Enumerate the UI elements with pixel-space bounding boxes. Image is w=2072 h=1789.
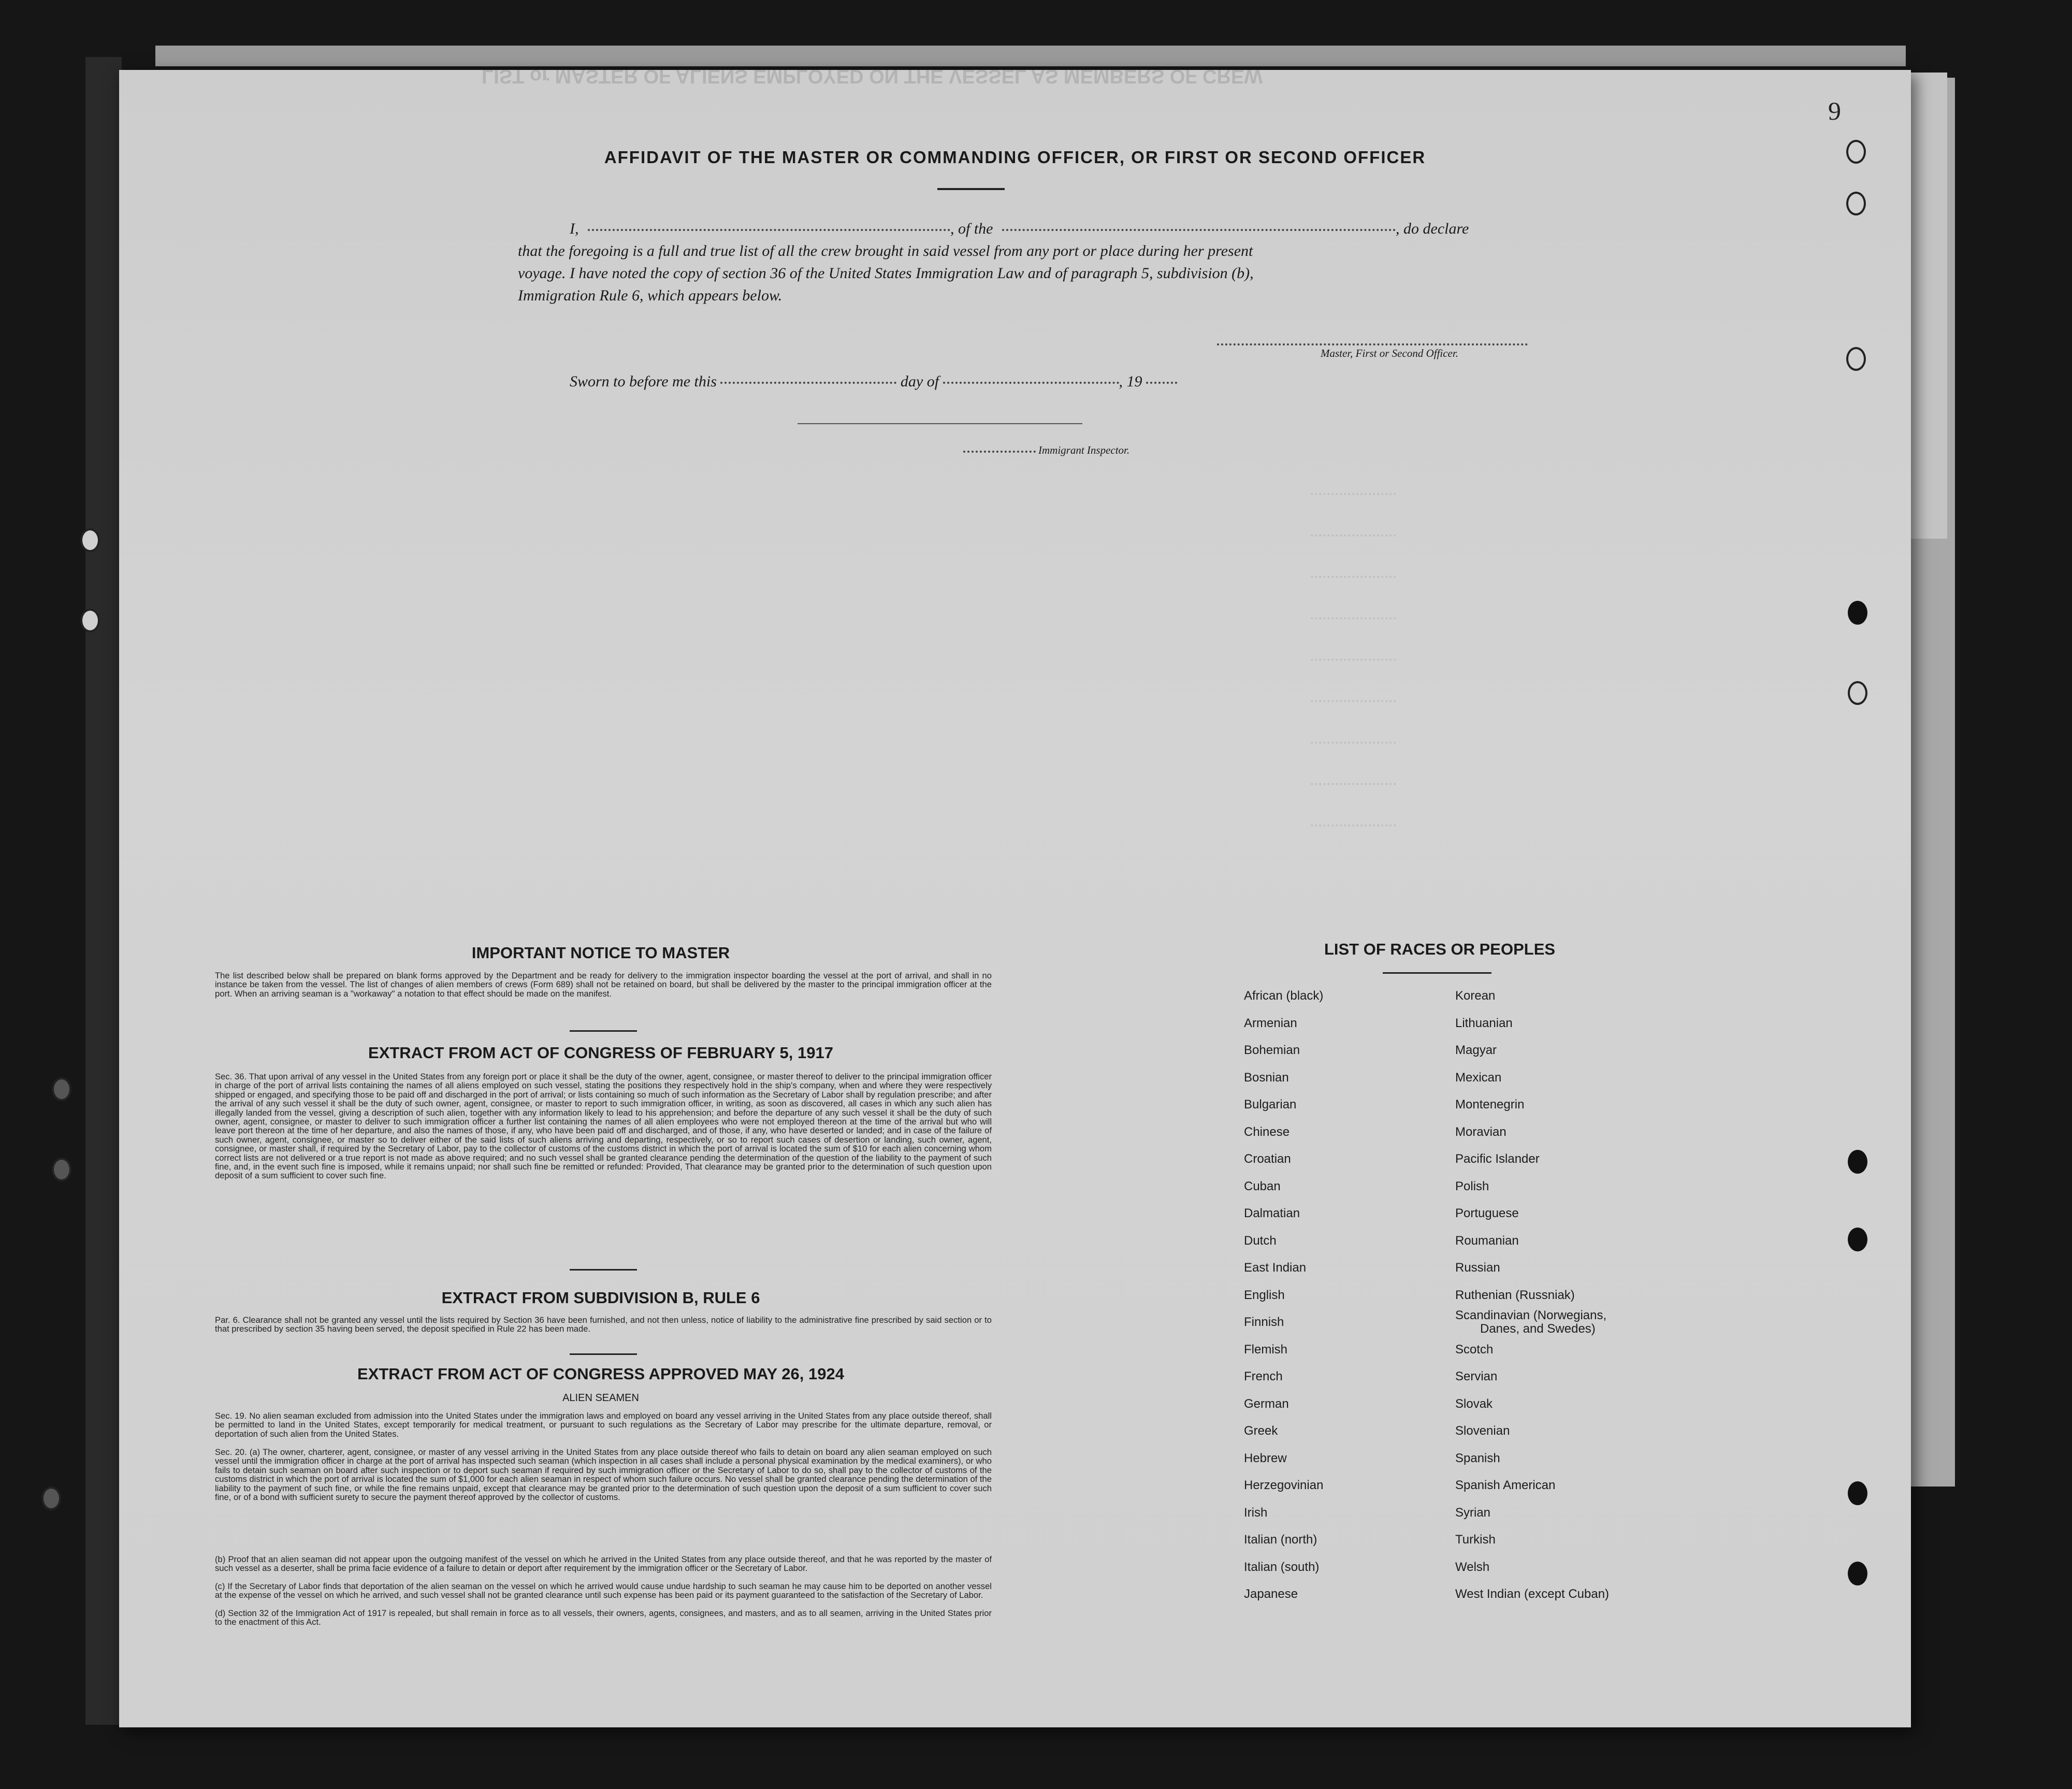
race-item: French [1244, 1369, 1283, 1383]
rule6-rule [570, 1353, 637, 1355]
race-item: Italian (south) [1244, 1560, 1320, 1574]
race-item: English [1244, 1288, 1285, 1302]
race-item: East Indian [1244, 1261, 1307, 1275]
sworn-day-blank[interactable] [720, 382, 896, 384]
race-item: Greek [1244, 1424, 1278, 1438]
bleed-through-table: ····················· ····················· ····················· ····················· ····················· ····················· ····················· ····················· ····················· [1310, 487, 1397, 833]
race-item: Japanese [1244, 1587, 1298, 1601]
race-item: Montenegrin [1455, 1098, 1525, 1112]
race-item: Herzegovinian [1244, 1478, 1324, 1492]
race-item: Irish [1244, 1505, 1268, 1520]
race-item: Dutch [1244, 1233, 1277, 1248]
binder-hole [52, 1158, 71, 1181]
race-item: Magyar [1455, 1043, 1497, 1057]
affidavit-line-3: voyage. I have noted the copy of section 36 of the United States Immigration Law and of paragraph 5, subdivision (b), [518, 265, 1254, 282]
race-item: Russian [1455, 1261, 1500, 1275]
race-item: Scandinavian (Norwegians, Danes, and Swedes) [1455, 1309, 1609, 1336]
sworn-line [570, 373, 1177, 391]
extract1917-title: EXTRACT FROM ACT OF CONGRESS OF FEBRUARY 5, 1917 [368, 1044, 833, 1062]
punch-hole [1848, 1481, 1867, 1505]
extract1924-sec20a: Sec. 20. (a) The owner, charterer, agent, consignee, or master of any vessel arriving in the United States from any place outside thereof who fails to detain on board any alien seaman employed on such vessel until the immigration officer in charge at the port of arrival has inspected such seaman (which inspection in all cases shall include a personal physical examination by the medical examiners), or who fails to detain such seaman on board after such inspection or to deport such seaman if required by such immigration officer or the Secretary of Labor to do so, shall pay to the collector of customs of the customs district in which the port of arrival is located the sum of $1,000 for each alien seaman in respect of whom such failure occurs. No vessel shall be granted clearance pending the determination of the liability to the payment of such fine, or while the fine remains unpaid, except that clearance may be granted prior to the determination of such question upon the deposit of a sum sufficient to cover such fine, or of a bond with sufficient surety to secure the payment thereof approved by the collector of customs. [215, 1447, 992, 1503]
rule6-body: Par. 6. Clearance shall not be granted any vessel until the lists required by Section 36 have been furnished, and not then unless, notice of liability to the administrative fine prescribed by said section or to that prescribed by section 35 having been served, the deposit specified in Rule 22 has been made. [215, 1315, 992, 1334]
race-item: Pacific Islander [1455, 1152, 1540, 1166]
extract1924-subtitle: ALIEN SEAMEN [562, 1392, 639, 1404]
notice-rule [570, 1030, 637, 1032]
affidavit-line-1 [570, 220, 1533, 238]
punch-hole [1848, 1562, 1867, 1585]
punch-hole [1848, 681, 1867, 705]
race-item: Finnish [1244, 1315, 1284, 1329]
affidavit-line-4: Immigration Rule 6, which appears below. [518, 287, 783, 304]
page-stack-edge-left [85, 57, 122, 1725]
race-item: Dalmatian [1244, 1206, 1300, 1220]
race-item: African (black) [1244, 989, 1324, 1003]
race-item: Spanish American [1455, 1478, 1556, 1492]
race-item: Roumanian [1455, 1233, 1519, 1248]
master-signature-caption: Master, First or Second Officer. [1321, 347, 1458, 359]
races-rule [1383, 972, 1491, 974]
race-item: Slovak [1455, 1396, 1493, 1411]
race-item: Ruthenian (Russniak) [1455, 1288, 1575, 1302]
races-right-column [1455, 983, 1609, 1608]
extract1924-title: EXTRACT FROM ACT OF CONGRESS APPROVED MAY 26, 1924 [357, 1365, 844, 1383]
binder-hole [52, 1077, 71, 1101]
extract1924-sec19: Sec. 19. No alien seaman excluded from admission into the United States under the immigration laws and employed on board any vessel arriving in the United States from any place outside thereof, shall be permitted to land in the United States, except temporarily for medical treatment, or pursuant to such regulations as the Secretary of Labor may prescribe for the ultimate departure, removal, or deportation of such alien from the United States. [215, 1411, 992, 1439]
race-item: German [1244, 1396, 1289, 1411]
inspector-signature-line[interactable] [798, 423, 1082, 424]
extract1924-sec20b: (b) Proof that an alien seaman did not appear upon the outgoing manifest of the vessel on which he arrived in the United States from any place outside thereof, and that he was reported by the master of such vessel as a deserter, shall be prima facie evidence of a failure to detain or deport after requirement by the immigration officer or the Secretary of Labor. [215, 1554, 992, 1574]
page-stack-edge-top [155, 46, 1906, 66]
sworn-year-blank[interactable] [1146, 382, 1177, 384]
affidavit-line-2: that the foregoing is a full and true list of all the crew brought in said vessel from any port or place during her present [518, 242, 1253, 259]
race-item: Cuban [1244, 1179, 1281, 1193]
punch-hole [1848, 1228, 1867, 1251]
binder-hole [41, 1487, 61, 1510]
title-rule [937, 188, 1005, 190]
race-item: Hebrew [1244, 1451, 1287, 1465]
race-item: Turkish [1455, 1533, 1496, 1547]
race-item: Welsh [1455, 1560, 1490, 1574]
inspector-caption: Immigrant Inspector. [1038, 444, 1130, 456]
extract1924-sec20c: (c) If the Secretary of Labor finds that deportation of the alien seaman on the vessel on which he arrived would cause undue hardship to such seaman he may cause him to be deported on another vessel at the expense of the vessel on which he arrived, and such vessel shall not be granted clearance until such expense has been paid or its payment guaranteed to the satisfaction of the Secretary of Labor. [215, 1581, 992, 1600]
master-signature-blank[interactable] [1217, 343, 1528, 345]
sworn-year: , 19 [1119, 373, 1142, 390]
name-blank[interactable] [588, 229, 950, 231]
race-item: Lithuanian [1455, 1016, 1513, 1030]
race-item: Moravian [1455, 1124, 1506, 1139]
sworn-prefix: Sworn to before me this [570, 373, 717, 390]
race-item: Scotch [1455, 1342, 1494, 1357]
race-item: Bosnian [1244, 1070, 1289, 1085]
punch-hole [1848, 1150, 1867, 1174]
corner-number: 9 [1828, 96, 1841, 125]
race-item: Mexican [1455, 1070, 1502, 1085]
binder-hole [80, 609, 100, 632]
punch-hole [1848, 601, 1867, 625]
race-item: Spanish [1455, 1451, 1500, 1465]
race-item: Bulgarian [1244, 1098, 1297, 1112]
punch-hole [1846, 192, 1866, 215]
race-item: Slovenian [1455, 1424, 1510, 1438]
vessel-blank[interactable] [1002, 229, 1396, 231]
races-left-column [1244, 983, 1323, 1608]
race-item: Korean [1455, 989, 1496, 1003]
extract1924-sec20d: (d) Section 32 of the Immigration Act of 1917 is repealed, but shall remain in force as to all vessels, their owners, agents, consignees, and masters, and as to all seamen, arriving in the United States prior to the enactment of this Act. [215, 1608, 992, 1627]
punch-hole [1846, 140, 1866, 164]
affidavit-of: , of the [950, 220, 993, 237]
notice-title: IMPORTANT NOTICE TO MASTER [471, 944, 730, 962]
race-item: Bohemian [1244, 1043, 1300, 1057]
bleed-through-text: LIST or MASTER OF ALIENS EMPLOYED ON THE VESSEL AS MEMBERS OF CREW [482, 65, 1263, 87]
race-item: West Indian (except Cuban) [1455, 1587, 1610, 1601]
affidavit-declare: , do declare [1396, 220, 1469, 237]
race-item: Chinese [1244, 1124, 1290, 1139]
document-page [119, 65, 1911, 1727]
affidavit-i: I, [570, 220, 579, 237]
races-title: LIST OF RACES OR PEOPLES [1324, 940, 1556, 958]
affidavit-title: AFFIDAVIT OF THE MASTER OR COMMANDING OFFICER, OR FIRST OR SECOND OFFICER [604, 148, 1426, 167]
inspector-blank[interactable] [963, 451, 1036, 453]
race-item: Portuguese [1455, 1206, 1519, 1220]
race-item: Polish [1455, 1179, 1489, 1193]
race-item: Syrian [1455, 1505, 1491, 1520]
race-item: Croatian [1244, 1152, 1291, 1166]
binder-hole [80, 528, 100, 552]
sworn-month-blank[interactable] [943, 382, 1119, 384]
race-item-continuation: Danes, and Swedes) [1480, 1322, 1596, 1336]
race-item: Italian (north) [1244, 1533, 1317, 1547]
extract1917-rule [570, 1269, 637, 1271]
race-item: Armenian [1244, 1016, 1297, 1030]
extract1917-body: Sec. 36. That upon arrival of any vessel in the United States from any foreign port or place it shall be the duty of the owner, agent, consignee, or master thereof to deliver to the principal immigration officer in charge of the port of arrival lists containing the names of all aliens employed on such vessel, stating the positions they respectively hold in the ship's company, when and where they were respectively shipped or engaged, and specifying those to be paid off and discharged in the port of arrival; or lists containing so much of such information as the Secretary of Labor shall by regulation prescribe; and after the arrival of any such vessel it shall be the duty of such owner, agent, consignee, or master to report to such immigration officer, in writing, as soon as discovered, all cases in which any such alien has illegally landed from the vessel, giving a description of such alien, together with any information likely to lead to his apprehension; and before the departure of any such vessel it shall be the duty of such owner, agent, consignee, or master to deliver to such immigration officer a further list containing the names of all alien employees who were not employed thereon at the time of the arrival but who will leave port thereon at the time of her departure, and also the names of those, if any, who have been paid off and discharged, and of those, if any, who have deserted or landed; and in case of the failure of such owner, agent, consignee, or master so to deliver either of the said lists of such aliens arriving and departing, respectively, or so to report such cases of desertion or landing, such owner, agent, consignee, or master shall, if required by the Secretary of Labor, pay to the collector of customs of the customs district in which the port of arrival is located the sum of $10 for each alien concerning whom correct lists are not delivered or a true report is not made as above required; and no such vessel shall be granted clearance pending the determination of the question of the liability to the payment of such fine, and, in the event such fine is imposed, while it remains unpaid; nor shall such fine be remitted or refunded: Provided, That clearance may be granted prior to the determination of such question upon deposit of a sum sufficient to cover such fine. [215, 1072, 992, 1181]
sworn-day: day of [900, 373, 939, 390]
notice-body: The list described below shall be prepared on blank forms approved by the Department and be ready for delivery to the immigration inspector boarding the vessel at the port of arrival, and shall in no instance be taken from the vessel. The list of changes of alien members of crews (Form 689) shall not be retained on board, but shall be delivered by the master to the principal immigration officer at the port. When an arriving seaman is a "workaway" a notation to that effect should be made on the manifest. [215, 971, 992, 999]
race-item: Servian [1455, 1369, 1498, 1383]
punch-hole [1846, 347, 1866, 371]
rule6-title: EXTRACT FROM SUBDIVISION B, RULE 6 [441, 1289, 760, 1307]
race-item: Flemish [1244, 1342, 1288, 1357]
